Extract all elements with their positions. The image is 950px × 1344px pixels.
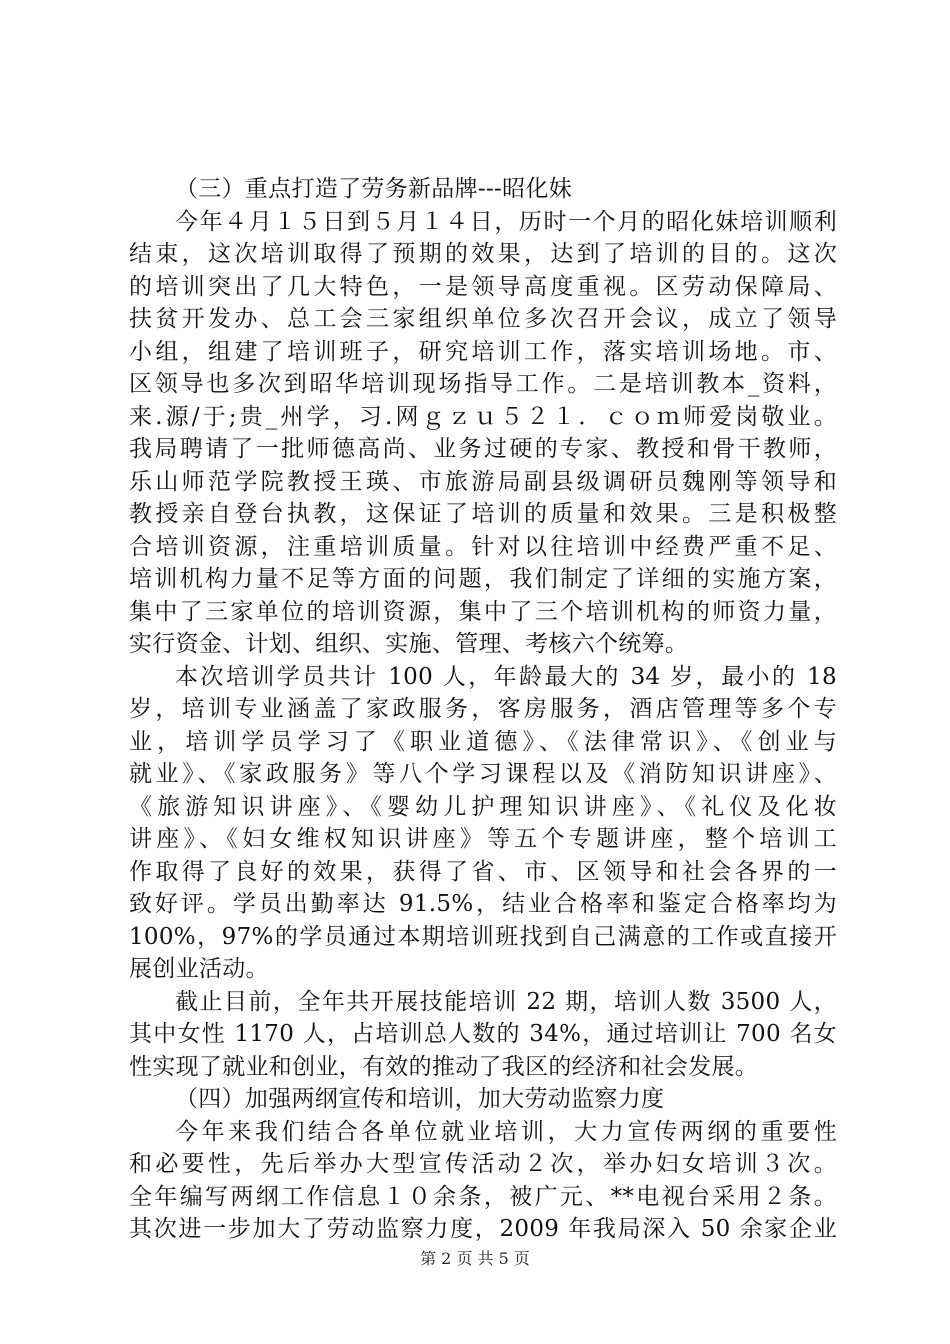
text-line: 本次培训学员共计 100 人，年龄最大的 34 岁，最小的 18 (175, 663, 837, 690)
text-line: 培训机构力量不足等方面的问题，我们制定了详细的实施方案， (129, 566, 837, 592)
text-line: 就业》、《家政服务》等八个学习课程以及《消防知识讲座》、 (129, 761, 837, 787)
text-line: （三）重点打造了劳务新品牌---昭化妹 (175, 176, 573, 202)
text-line: 小组，组建了培训班子，研究培训工作，落实培训场地。市、 (129, 338, 837, 365)
text-line: 业，培训学员学习了《职业道德》、《法律常识》、《创业与 (129, 728, 837, 755)
text-line: 作取得了良好的效果，获得了省、市、区领导和社会各界的一 (129, 858, 837, 885)
text-line: 结束，这次培训取得了预期的效果，达到了培训的目的。这次 (129, 241, 837, 267)
page-footer: 第 2 页 共 5 页 (420, 1249, 530, 1268)
text-line: 100%，97%的学员通过本期培训班找到自己满意的工作或直接开 (129, 923, 837, 950)
text-line: 全年编写两纲工作信息１０余条，被广元、**电视台采用２条。 (129, 1183, 837, 1210)
text-line: 来.源/于;贵_州学，习.网ｇｚｕ５２１．ｃｏｍ师爱岗敬业。 (129, 403, 837, 430)
text-line: 《旅游知识讲座》、《婴幼儿护理知识讲座》、《礼仪及化妆 (129, 793, 837, 820)
text-line: 致好评。学员出勤率达 91.5%，结业合格率和鉴定合格率均为 (129, 891, 837, 917)
text-line: 展创业活动。 (129, 956, 269, 982)
text-line: 乐山师范学院教授王瑛、市旅游局副县级调研员魏刚等领导和 (129, 468, 837, 495)
text-line: 合培训资源，注重培训质量。针对以往培训中经费严重不足、 (129, 533, 837, 560)
text-line: 集中了三家单位的培训资源，集中了三个培训机构的师资力量， (129, 598, 837, 625)
text-line: 区领导也多次到昭华培训现场指导工作。二是培训教本_资料， (129, 371, 837, 397)
text-line: 的培训突出了几大特色，一是领导高度重视。区劳动保障局、 (129, 273, 837, 300)
text-line: 我局聘请了一批师德高尚、业务过硬的专家、教授和骨干教师， (129, 436, 837, 462)
text-line: 今年４月１５日到５月１４日，历时一个月的昭化妹培训顺利 (175, 208, 837, 235)
text-line: 今年来我们结合各单位就业培训，大力宣传两纲的重要性 (175, 1118, 837, 1145)
text-line: 扶贫开发办、总工会三家组织单位多次召开会议，成立了领导 (129, 306, 837, 332)
text-line: （四）加强两纲宣传和培训，加大劳动监察力度 (175, 1086, 665, 1112)
text-line: 和必要性，先后举办大型宣传活动２次，举办妇女培训３次。 (129, 1151, 837, 1177)
text-line: 岁，培训专业涵盖了家政服务，客房服务，酒店管理等多个专 (129, 696, 837, 722)
text-line: 其次进一步加大了劳动监察力度，2009 年我局深入 50 余家企业 (129, 1216, 837, 1242)
text-line: 实行资金、计划、组织、实施、管理、考核六个统筹。 (129, 631, 689, 657)
text-line: 性实现了就业和创业，有效的推动了我区的经济和社会发展。 (129, 1053, 759, 1080)
text-line: 截止目前，全年共开展技能培训 22 期，培训人数 3500 人， (175, 988, 837, 1015)
document-body (129, 173, 837, 1246)
text-line: 教授亲自登台执教，这保证了培训的质量和效果。三是积极整 (129, 501, 837, 527)
text-line: 其中女性 1170 人，占培训总人数的 34%，通过培训让 700 名女 (129, 1021, 837, 1047)
text-line: 讲座》、《妇女维权知识讲座》等五个专题讲座，整个培训工 (129, 826, 837, 852)
